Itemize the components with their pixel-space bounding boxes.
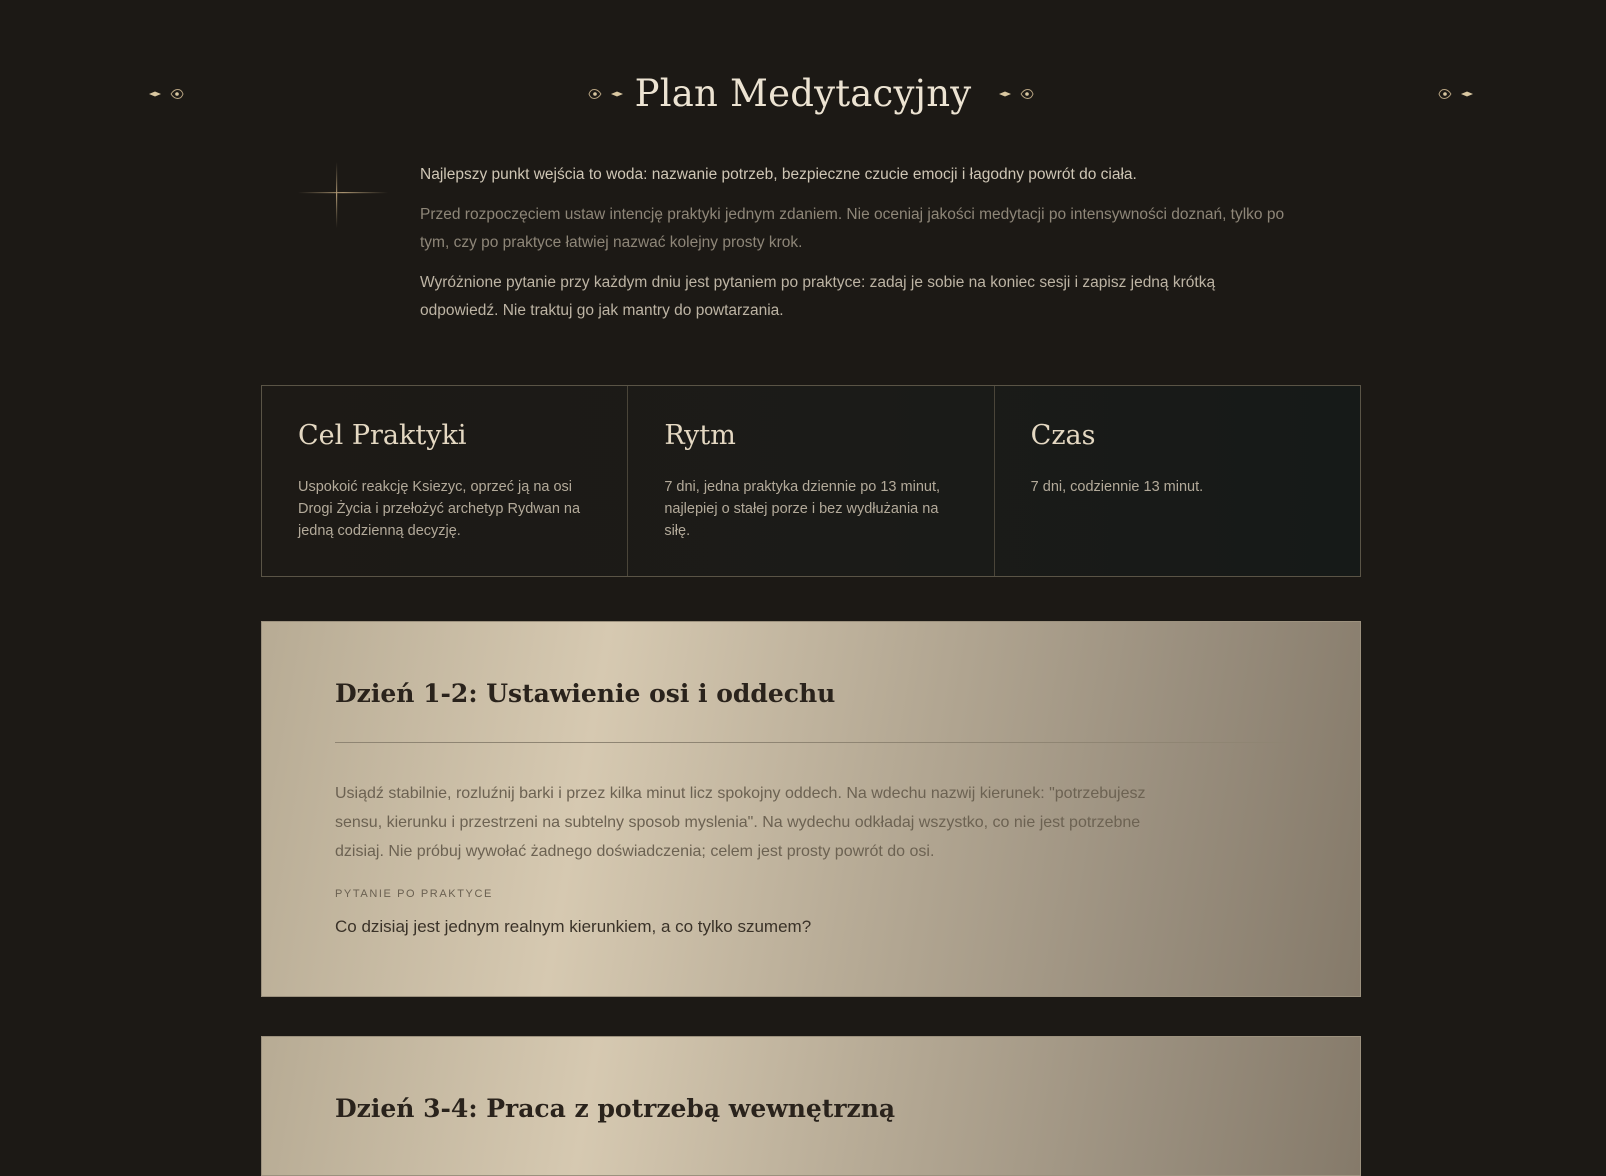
sparkle-icon bbox=[298, 162, 388, 228]
info-goal-text: Uspokoić reakcję Ksiezyc, oprzeć ją na osi Drogi Życia i przełożyć archetyp Rydwan na jedną codzienną decyzję. bbox=[298, 479, 581, 539]
intro-instruction: Przed rozpoczęciem ustaw intencję praktyki jednym zdaniem. Nie oceniaj jakości medytacji po intensywności doznań, tylko po tym, czy po praktyce łatwiej nazwać kolejny prosty krok. bbox=[420, 206, 1285, 251]
practice-info-panel bbox=[261, 385, 1361, 577]
info-rhythm-title: Rytm bbox=[664, 420, 736, 451]
info-time bbox=[994, 386, 1360, 576]
page-title: Plan Medytacyjny bbox=[634, 72, 972, 115]
intro-note: Wyróżnione pytanie przy każdym dniu jest pytaniem po praktyce: zadaj je sobie na koniec sesji i zapisz jedną krótką odpowiedź. Nie traktuj go jak mantry do powtarzania. bbox=[420, 274, 1216, 319]
divider bbox=[335, 742, 1289, 743]
info-rhythm-text: 7 dni, jedna praktyka dziennie po 13 minut, najlepiej o stałej porze i bez wydłużania na siłę. bbox=[664, 479, 941, 539]
day-card bbox=[261, 1036, 1361, 1176]
day-card bbox=[261, 621, 1361, 997]
flourish-line-icon bbox=[997, 84, 1475, 104]
page-header bbox=[0, 64, 1606, 124]
question-label: PYTANIE PO PRAKTYCE bbox=[335, 888, 493, 900]
day-description: Usiądź stabilnie, rozluźnij barki i przez kilka minut licz spokojny oddech. Na wdechu nazwij kierunek: "potrzebujesz sensu, kierunku i przestrzeni na subtelny sposob myslenia". Na wydechu odkładaj wszystko, co nie jest potrzebne dzisiaj. Nie próbuj wywołać żadnego doświadczenia; celem jest prosty powrót do osi. bbox=[335, 785, 1146, 860]
intro-lead: Najlepszy punkt wejścia to woda: nazwanie potrzeb, bezpieczne czucie emocji i łagodny powrót do ciała. bbox=[420, 166, 1137, 183]
day-title: Dzień 1-2: Ustawienie osi i oddechu bbox=[335, 679, 836, 708]
info-goal-title: Cel Praktyki bbox=[298, 420, 467, 451]
intro-text bbox=[420, 161, 1290, 325]
day-title: Dzień 3-4: Praca z potrzebą wewnętrzną bbox=[335, 1094, 896, 1123]
info-goal bbox=[262, 386, 627, 576]
info-time-text: 7 dni, codziennie 13 minut. bbox=[1030, 479, 1204, 495]
question-text: Co dzisiaj jest jednym realnym kierunkiem, a co tylko szumem? bbox=[335, 917, 812, 936]
info-time-title: Czas bbox=[1030, 420, 1096, 451]
info-rhythm bbox=[627, 386, 993, 576]
